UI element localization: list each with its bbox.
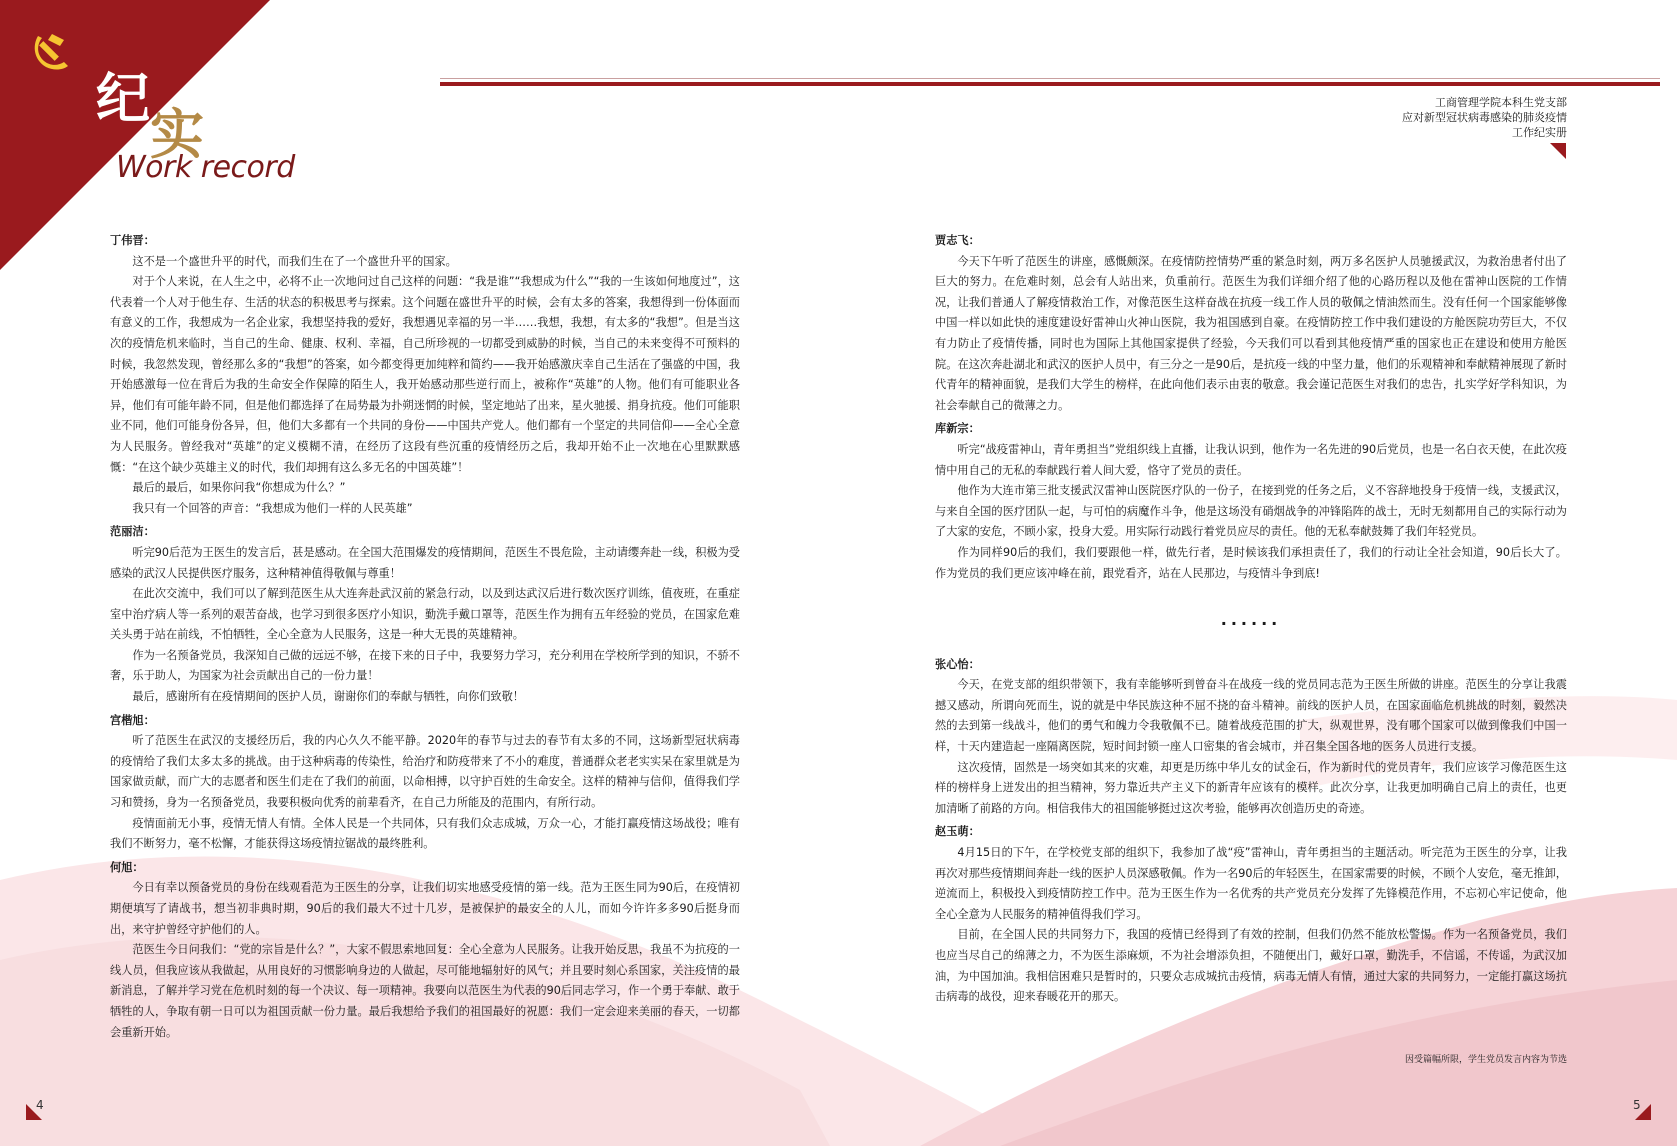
paragraph: 这次疫情，固然是一场突如其来的灾难，却更是历练中华儿女的试金石，作为新时代的党员青年，我们应该学习像范医生这样的榜样身上迸发出的担当精神，努力靠近共产主义下的新青年应该有的模样。此次分享，让我更加明确自己肩上的责任，也更加清晰了前路的方向。相信我伟大的祖国能够挺过这次考验，能够再次创造历史的奇迹。	[935, 760, 1567, 815]
speaker-name: 贾志飞：	[935, 234, 980, 247]
footnote: 因受篇幅所限，学生党员发言内容为节选	[1404, 1055, 1567, 1065]
speaker-name: 何旭：	[110, 860, 144, 874]
paragraph: 作为同样90后的我们，我们要跟他一样，做先行者，是时候该我们承担责任了，我们的行动让全社会知道，90后长大了。作为党员的我们更应该冲峰在前，跟党看齐，站在人民那边，与疫情斗争到底!	[935, 545, 1567, 580]
header-line-2: 应对新型冠状病毒感染的肺炎疫情	[1402, 111, 1567, 124]
header-triangle	[1550, 143, 1566, 159]
speaker-name: 范丽洁：	[110, 525, 155, 539]
title-char-shi: 实	[150, 103, 204, 166]
paragraph: 这不是一个盛世升平的时代，而我们生在了一个盛世升平的国家。	[132, 254, 457, 268]
paragraph: 我只有一个回答的声音：“我想成为他们一样的人民英雄”	[132, 501, 413, 515]
paragraph: 听了范医生在武汉的支援经历后，我的内心久久不能平静。2020年的春节与过去的春节有太多的不同，这场新型冠状病毒的疫情给了我们太多太多的挑战。由于这种病毒的传染性，给治疗和防疫带来了不小的难度，普通群众老老实实呆在家里就是为国家做贡献，而广大的志愿者和医生们走在了我们的前面，以命相搏，以守护百姓的生命安全。这样的精神与信仰，值得我们学习和赞扬，身为一名预备党员，我要积极向优秀的前辈看齐，在自己力所能及的范围内，有所行动。	[110, 734, 740, 810]
header-caption	[1402, 95, 1567, 140]
paragraph: 他作为大连市第三批支援武汉雷神山医院医疗队的一份子，在接到党的任务之后，义不容辞地投身于疫情一线，支援武汉，与来自全国的医疗团队一起，与可怕的病魔作斗争，他是这场没有硝烟战争的冲锋陷阵的战士，无时无刻都用自己的实际行动为了大家的安危，不顾小家，投身大爱。用实际行动践行着党员应尽的责任。他的无私奉献鼓舞了我们年轻党员。	[935, 484, 1567, 539]
paragraph: 今日有幸以预备党员的身份在线观看范为王医生的分享，让我们切实地感受疫情的第一线。范为王医生同为90后，在疫情初期便填写了请战书，想当初非典时期，90后的我们最大不过十几岁，是被保护的最安全的人儿，而如今许许多多90后挺身而出，来守护曾经守护他们的人。	[110, 881, 740, 936]
page-number-left: 4	[36, 1098, 44, 1112]
paragraph: 疫情面前无小事，疫情无情人有情。全体人民是一个共同体，只有我们众志成城，万众一心，才能打赢疫情这场战役；唯有我们不断努力，毫不松懈，才能获得这场疫情拉锯战的最终胜利。	[110, 816, 740, 851]
speaker-name: 丁伟晋：	[110, 234, 155, 247]
speaker-name: 张心怡：	[935, 657, 980, 671]
header-rule	[440, 82, 1660, 86]
paragraph: 今天，在党支部的组织带领下，我有幸能够听到曾奋斗在战疫一线的党员同志范为王医生所做的讲座。范医生的分享让我震撼又感动，所谓向死而生，说的就是中华民族这种不屈不挠的奋斗精神。前线的医护人员，在国家面临危机挑战的时刻，毅然决然的去到第一线战斗，他们的勇气和魄力令我敬佩不已。随着战疫范围的扩大，纵观世界，没有哪个国家可以做到像我们中国一样，十天内建造起一座隔离医院，短时间封锁一座人口密集的省会城市，并召集全国各地的医务人员进行支援。	[935, 678, 1567, 754]
right-column	[935, 228, 1567, 1008]
paragraph: 目前，在全国人民的共同努力下，我国的疫情已经得到了有效的控制，但我们仍然不能放松警惕。作为一名预备党员，我们也应当尽自己的绵薄之力，不为医生添麻烦，不为社会增添负担，不随便出门，戴好口罩，勤洗手，不信谣，不传谣，为武汉加油，为中国加油。我相信困难只是暂时的，只要众志成城抗击疫情，病毒无情人有情，通过大家的共同努力，一定能打赢这场抗击病毒的战役，迎来春暖花开的那天。	[935, 928, 1567, 1004]
paragraph: 对于个人来说，在人生之中，必将不止一次地问过自己这样的问题：“我是谁”“我想成为什么”“我的一生该如何地度过”，这代表着一个人对于他生存、生活的状态的积极思考与探索。这个问题在盛世升平的时候，会有太多的答案，我想得到一份体面而有意义的工作，我想成为一名企业家，我想坚持我的爱好，我想遇见幸福的另一半……我想，我想，有太多的“我想”。但是当这次的疫情危机来临时，当自己的生命、健康、权利、幸福，自己所珍视的一切都受到威胁的时候，当自己的未来变得不可预料的时候，我忽然发现，曾经那么多的“我想”的答案，如今都变得更加纯粹和简约——我开始感激庆幸自己生活在了强盛的中国，我开始感激每一位在背后为我的生命安全作保障的陌生人，我开始感动那些逆行而上，被称作“英雄”的人物。他们有可能职业各异，他们有可能年龄不同，但是他们都选择了在局势最为扑朔迷惘的时候，坚定地站了出来，星火驰援、捐身抗疫。他们可能职业不同，他们可能身份各异，但，他们大多都有一个共同的身份——中国共产党人。他们都有一个坚定的共同信仰——全心全意为人民服务。曾经我对“英雄”的定义模糊不清，在经历了这段有些沉重的疫情经历之后，我却开始不止一次地在心里默默感慨：“在这个缺少英雄主义的时代，我们却拥有这么多无名的中国英雄”！	[110, 275, 740, 474]
speaker-name: 宫楷旭：	[110, 713, 155, 727]
paragraph: 范医生今日问我们：“党的宗旨是什么？”，大家不假思索地回复：全心全意为人民服务。让我开始反思，我虽不为抗疫的一线人员，但我应该从我做起，从用良好的习惯影响身边的人做起，尽可能地辐射好的风气；并且要时刻心系国家，关注疫情的最新消息，了解并学习党在危机时刻的每一个决议、每一项精神。我要向以范医生为代表的90后同志学习，作一个勇于奉献、敢于牺牲的人，争取有朝一日可以为祖国贡献一份力量。最后我想给予我们的祖国最好的祝愿：我们一定会迎来美丽的春天，一切都会重新开始。	[110, 943, 740, 1039]
header-line-3: 工作纪实册	[1512, 126, 1567, 139]
paragraph: 听完“战疫雷神山，青年勇担当”党组织线上直播，让我认识到，他作为一名先进的90后党员，也是一名白衣天使，在此次疫情中用自己的无私的奉献践行着人间大爱，恪守了党员的责任。	[935, 442, 1567, 477]
speaker-name: 赵玉萌：	[935, 825, 980, 839]
page-number-right: 5	[1633, 1098, 1641, 1112]
party-emblem-icon	[30, 30, 74, 74]
speaker-name: 库新宗：	[935, 422, 980, 436]
paragraph: 4月15日的下午，在学校党支部的组织下，我参加了战“疫”雷神山，青年勇担当的主题活动。听完范为王医生的分享，让我再次对那些疫情期间奔赴一线的医护人员深感敬佩。作为一名90后的年轻医生，在国家需要的时候，不顾个人安危，毫无推卸，逆流而上，积极投入到疫情防控工作中。范为王医生作为一名优秀的共产党员充分发挥了先锋模范作用，不忘初心牢记使命，他全心全意为人民服务的精神值得我们学习。	[935, 846, 1567, 921]
ellipsis-separator: ......	[1220, 610, 1282, 630]
left-column	[110, 228, 740, 1043]
header-line-1: 工商管理学院本科生党支部	[1435, 96, 1567, 109]
paragraph: 最后，感谢所有在疫情期间的医护人员，谢谢你们的奉献与牺牲，向你们致敬！	[132, 690, 524, 704]
paragraph: 今天下午听了范医生的讲座，感慨颇深。在疫情防控情势严重的紧急时刻，两万多名医护人员驰援武汉，为救治患者付出了巨大的努力。在危难时刻，总会有人站出来，负重前行。范医生为我们详细介绍了他的心路历程以及他在雷神山医院的工作情况，让我们普通人了解疫情救治工作，对像范医生这样奋战在抗疫一线工作人员的敬佩之情油然而生。没有任何一个国家能够像中国一样以如此快的速度建设好雷神山火神山医院，我为祖国感到自豪。在疫情防控工作中我们建设的方舱医院功劳巨大，不仅有力防止了疫情传播，同时也为国际上其他国家提供了经验，今天我们可以看到其他疫情严重的国家也正在建设和使用方舱医院。在这次奔赴湖北和武汉的医护人员中，有三分之一是90后，是抗疫一线的中坚力量，他们的乐观精神和奉献精神展现了新时代青年的精神面貌，是我们大学生的榜样，在此向他们表示由衷的敬意。我会谨记范医生对我们的忠告，扎实学好学科知识，为社会奉献自己的微薄之力。	[935, 254, 1567, 412]
header-rule-thin	[440, 78, 1660, 79]
title-english: Work record	[116, 150, 295, 185]
paragraph: 在此次交流中，我们可以了解到范医生从大连奔赴武汉前的紧急行动，以及到达武汉后进行数次医疗训练，值夜班，在重症室中治疗病人等一系列的艰苦奋战，也学习到很多医疗小知识，勤洗手戴口罩等，范医生作为拥有五年经验的党员，在国家危难关头勇于站在前线，不怕牺牲，全心全意为人民服务，这是一种大无畏的英雄精神。	[110, 587, 740, 642]
paragraph: 听完90后范为王医生的发言后，甚是感动。在全国大范围爆发的疫情期间，范医生不畏危险，主动请缨奔赴一线，积极为受感染的武汉人民提供医疗服务，这种精神值得敬佩与尊重！	[110, 545, 740, 580]
title-char-ji: 纪	[96, 67, 150, 130]
paragraph: 作为一名预备党员，我深知自己做的远远不够，在接下来的日子中，我要努力学习，充分利用在学校所学到的知识，不骄不奢，乐于助人，为国家为社会贡献出自己的一份力量！	[110, 648, 740, 683]
paragraph: 最后的最后，如果你问我“你想成为什么？”	[132, 481, 346, 495]
